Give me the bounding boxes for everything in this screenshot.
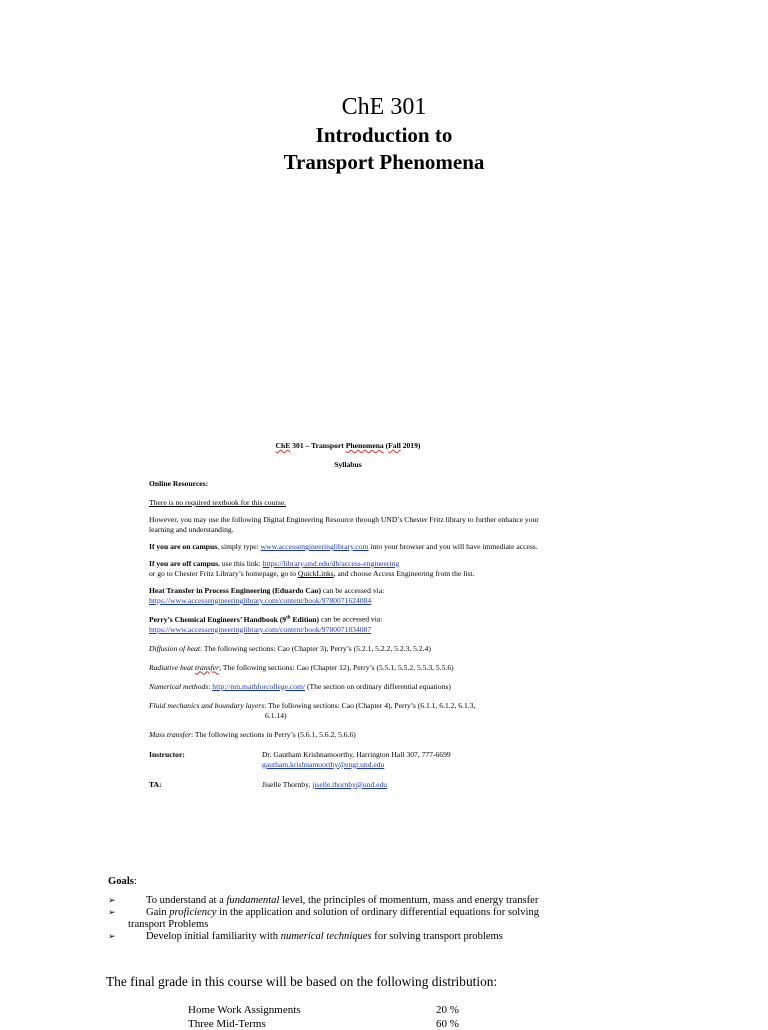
ta-info: Jiselle Thornby, <box>262 779 313 789</box>
grade-item: Three Mid-Terms <box>188 1018 266 1030</box>
arrow-bullet-icon: ➢ <box>108 908 116 918</box>
topic-mass-transfer: Mass transfer: The following sections in Perry’s (5.6.1, 5.6.2, 5.6.6) <box>149 729 356 739</box>
numerical-methods-link[interactable]: http://nm.mathforcollege.com/ <box>212 681 306 691</box>
instructor-label: Instructor: <box>149 749 185 759</box>
ta-row <box>149 780 539 790</box>
grade-row <box>188 1004 459 1016</box>
goals-heading: Goals: <box>108 876 137 887</box>
off-campus-access: If you are off campus, use this link: https://library.und.edu/db/access-engineering or go to Chester Fritz Library’s homepage, go to QuickLinks, and choose Access Engineering from the list. <box>149 559 475 578</box>
topic-diffusion: Diffusion of heat: The following sections: Cao (Chapter 3), Perry’s (5.2.1, 5.2.2, 5.2.3, 5.2.4) <box>149 643 431 653</box>
instructor-row <box>149 750 539 770</box>
online-resources-heading: Online Resources: <box>149 479 209 488</box>
goal-item: ➢ Develop initial familiarity with numerical techniques for solving transport problems <box>108 931 503 942</box>
goals-section <box>108 876 580 943</box>
topic-numerical: Numerical methods: http://nm.mathforcollege.com/ (The section on ordinary differential equations) <box>149 681 451 691</box>
library-resource-note: However, you may use the following Digital Engineering Resource through UND’s Chester Fritz library to further enhance your learning and understanding. <box>149 515 539 534</box>
ta-label: TA: <box>149 779 162 789</box>
grade-percent: 60 % <box>436 1018 459 1030</box>
syllabus-subheading: Syllabus <box>334 460 362 469</box>
arrow-bullet-icon: ➢ <box>108 932 116 942</box>
goal-continuation: transport Problems <box>128 919 209 930</box>
syllabus-section <box>149 441 539 790</box>
heat-transfer-book-link[interactable]: https://www.accessengineeringlibrary.com/content/book/9780071624084 <box>149 596 372 605</box>
course-title-line-2: Transport Phenomena <box>283 150 485 174</box>
instructor-email-link[interactable]: gautham.krishnamoorthy@engr.und.edu <box>262 759 385 769</box>
title-block <box>0 92 768 176</box>
off-campus-link[interactable]: https://library.und.edu/db/access-engineering <box>262 559 400 568</box>
topic-fluid: Fluid mechanics and boundary layers: The following sections: Cao (Chapter 4), Perry’s (6.1.1, 6.1.2, 6.1.3, 6.1.14) <box>149 700 476 720</box>
no-textbook-note: There is no required textbook for this course. <box>149 498 287 507</box>
perry-handbook-link[interactable]: https://www.accessengineeringlibrary.com/content/book/9780071834087 <box>149 624 372 634</box>
on-campus-access: If you are on campus, simply type: www.accessengineeringlibrary.com into your browser and you will have immediate access. <box>149 542 538 551</box>
access-engineering-link[interactable]: www.accessengineeringlibrary.com <box>260 542 369 551</box>
heat-transfer-book: Heat Transfer in Process Engineering (Eduardo Cao) can be accessed via: https://www.accessengineeringlibrary.com/content/book/9780071624084 <box>149 586 385 605</box>
syllabus-heading: ChE 301 – Transport Phenomena (Fall 2019) <box>275 441 421 450</box>
goal-item: ➢ To understand at a fundamental level, the principles of momentum, mass and energy transfer <box>108 895 539 906</box>
perry-handbook: Perry’s Chemical Engineers’ Handbook (9th Edition) can be accessed via: https://www.accessengineeringlibrary.com/content/book/9780071834087 <box>149 614 383 634</box>
grade-item: Home Work Assignments <box>188 1004 301 1016</box>
ta-email-link[interactable]: jiselle.thornby@und.edu <box>312 779 388 789</box>
quicklinks-text: QuickLinks <box>297 569 334 578</box>
course-code: ChE 301 <box>341 94 427 120</box>
course-title-line-1: Introduction to <box>315 123 453 147</box>
grade-row <box>188 1018 459 1030</box>
goal-item: ➢ Gain proficiency in the application and solution of ordinary differential equations for solving <box>108 907 540 918</box>
arrow-bullet-icon: ➢ <box>108 896 116 906</box>
topic-radiative: Radiative heat transfer; The following sections: Cao (Chapter 12), Perry’s (5.5.1, 5.5.2, 5.5.3, 5.5.6) <box>149 662 454 672</box>
grade-distribution-intro: The final grade in this course will be based on the following distribution: <box>106 974 498 989</box>
instructor-info: Dr. Gautham Krishnamoorthy, Harrington Hall 307, 777-6699 <box>262 749 451 759</box>
grade-percent: 20 % <box>436 1004 459 1016</box>
